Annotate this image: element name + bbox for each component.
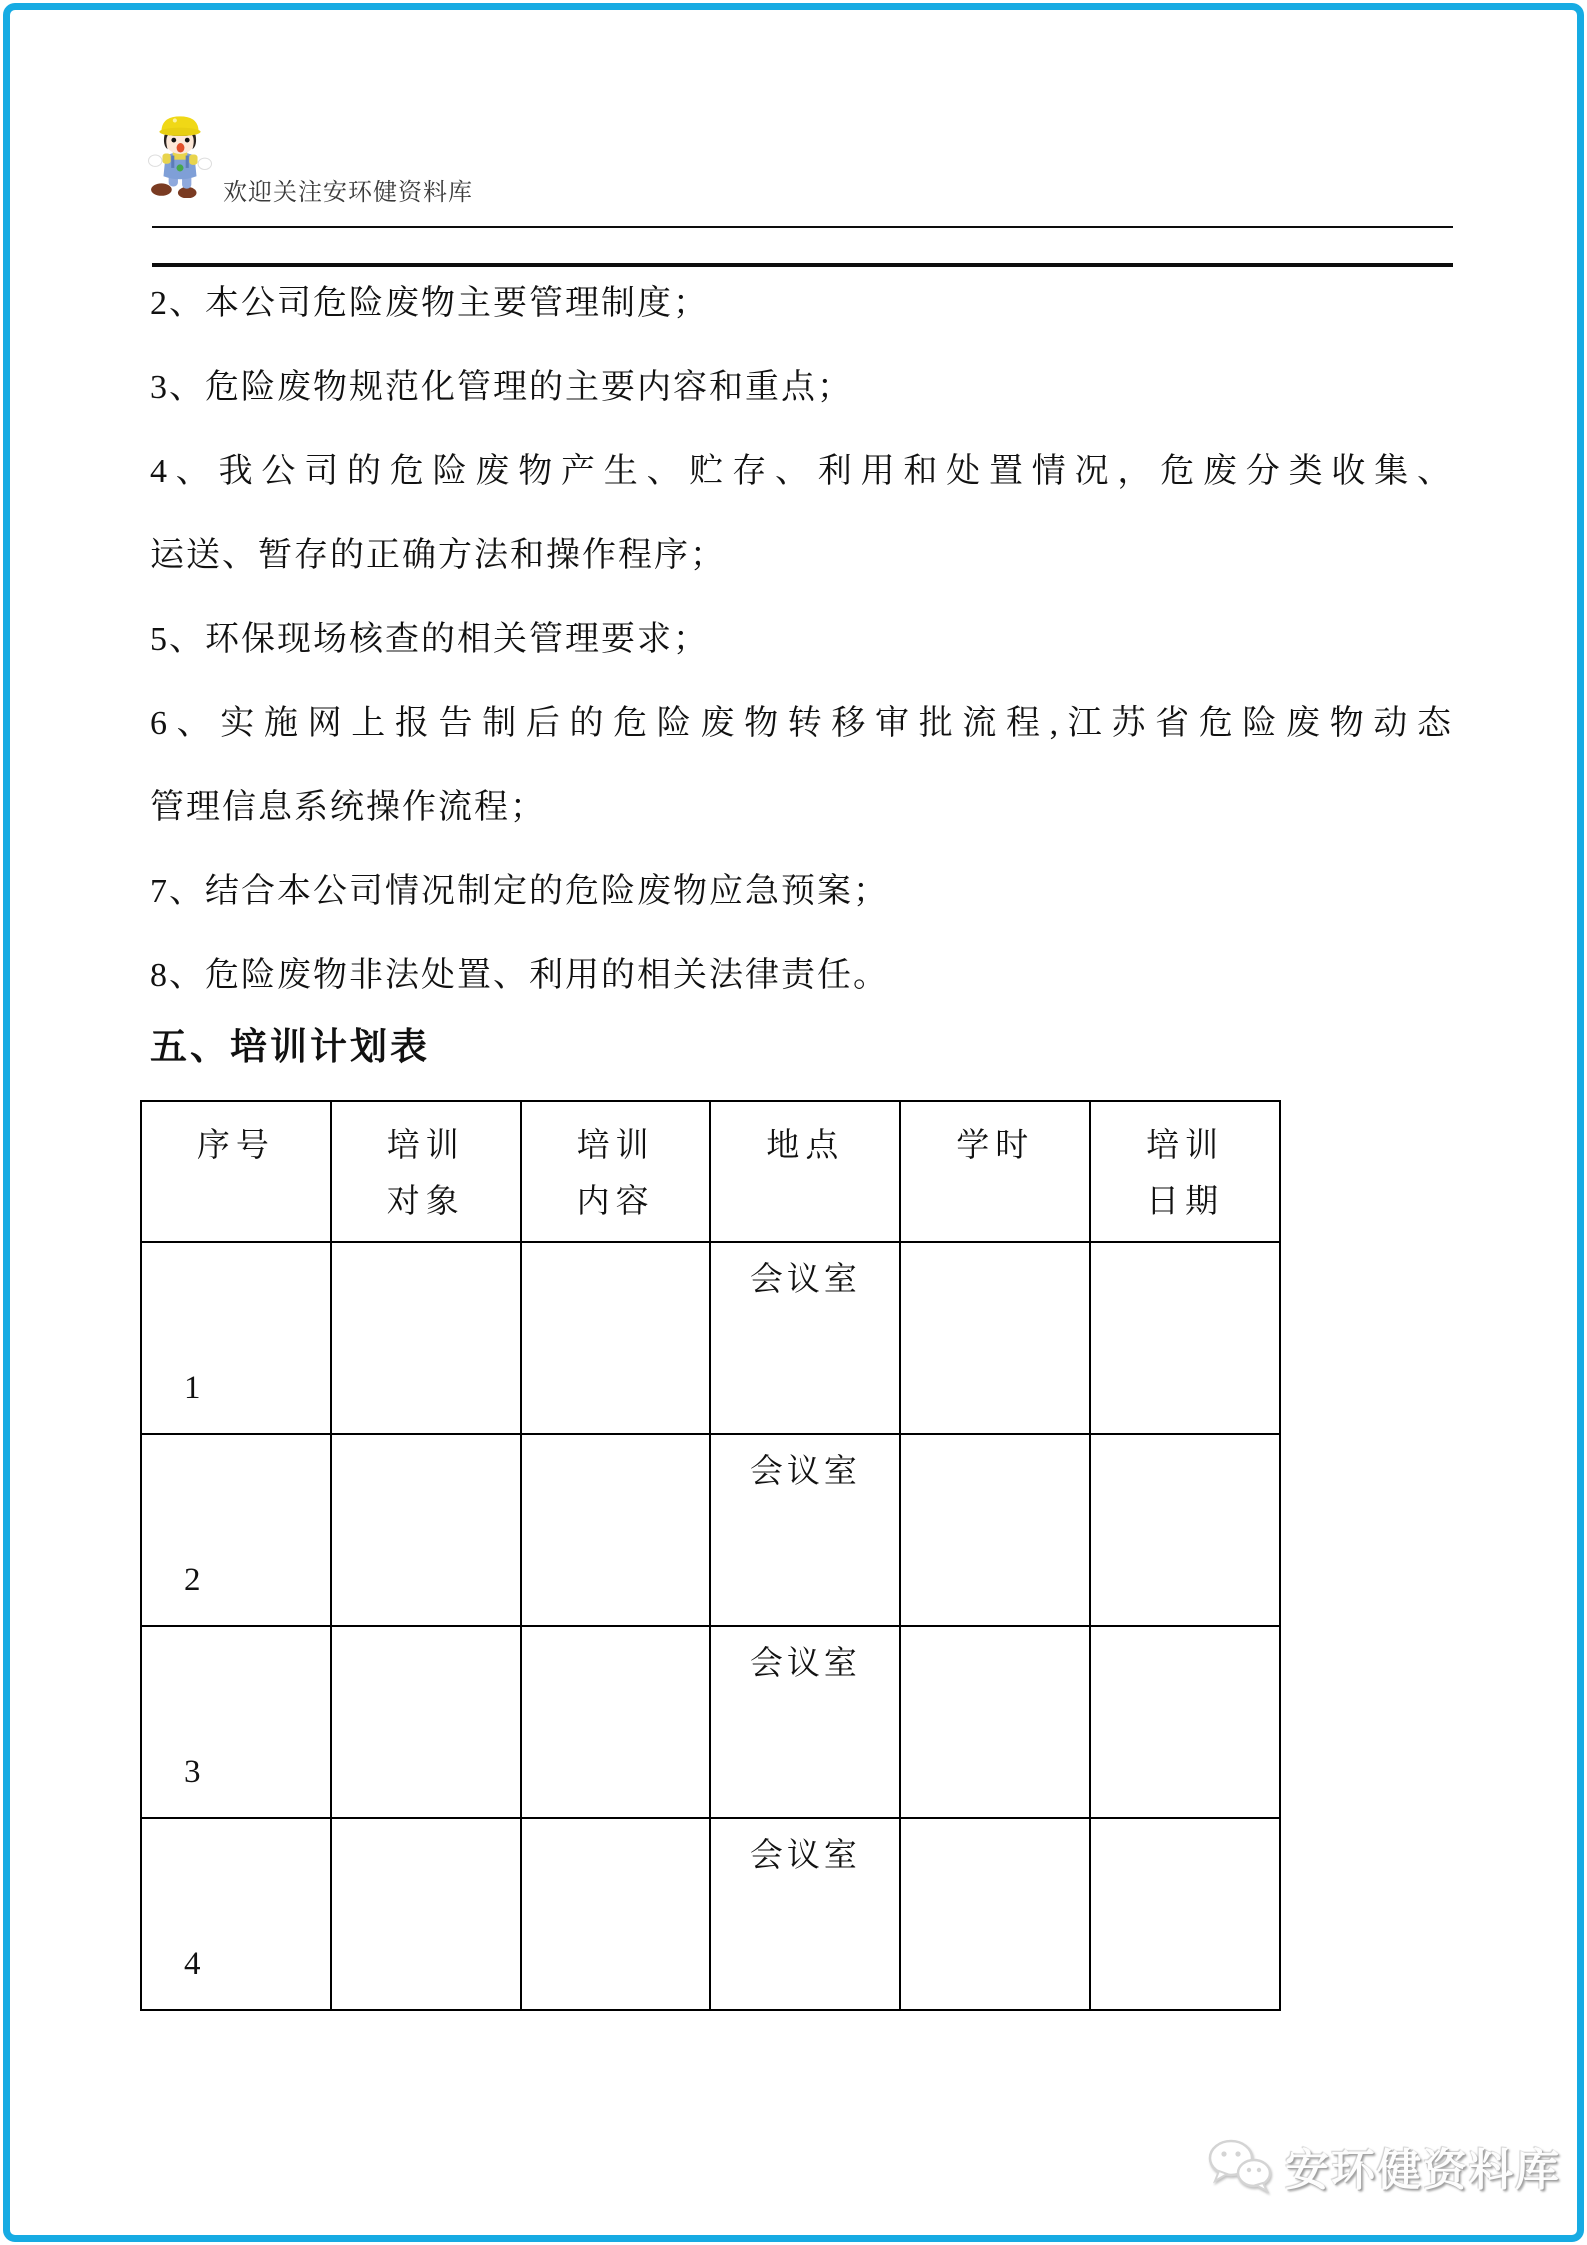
list-item-7: 7、结合本公司情况制定的危险废物应急预案；	[150, 873, 889, 910]
list-item-3: 3、危险废物规范化管理的主要内容和重点；	[150, 369, 853, 406]
list-item-2: 2、本公司危险废物主要管理制度；	[150, 285, 709, 322]
cell-location: 会议室	[710, 1434, 900, 1626]
table-header-row	[141, 1101, 1280, 1242]
cell-no: 1	[141, 1242, 331, 1434]
list-item-8: 8、危险废物非法处置、利用的相关法律责任。	[150, 957, 889, 994]
cell-content	[521, 1242, 711, 1434]
cell-location: 会议室	[710, 1626, 900, 1818]
col-header-no: 序号	[141, 1101, 331, 1242]
list-body	[150, 262, 1453, 1018]
cell-no: 4	[141, 1818, 331, 2010]
cell-date	[1090, 1626, 1280, 1818]
training-plan-table	[140, 1100, 1281, 2011]
cell-no: 3	[141, 1626, 331, 1818]
cell-hours	[900, 1818, 1090, 2010]
cell-target	[331, 1626, 521, 1818]
cell-content	[521, 1434, 711, 1626]
cell-hours	[900, 1242, 1090, 1434]
cell-location: 会议室	[710, 1818, 900, 2010]
footer-watermark	[1205, 2134, 1561, 2198]
list-item-6-line1: 6、实施网上报告制后的危险废物转移审批流程,江苏省危险废物动态	[150, 705, 1453, 742]
table-row	[141, 1626, 1280, 1818]
cell-date	[1090, 1434, 1280, 1626]
table-row	[141, 1818, 1280, 2010]
watermark-text: 安环健资料库	[1285, 2146, 1561, 2195]
list-item-4-line2: 运送、暂存的正确方法和操作程序；	[150, 537, 726, 574]
col-header-date: 培训 日期	[1090, 1101, 1280, 1242]
col-header-target: 培训 对象	[331, 1101, 521, 1242]
wechat-icon	[1205, 2137, 1275, 2195]
header-rule-thin	[152, 226, 1453, 228]
header-slogan: 欢迎关注安环健资料库	[223, 179, 473, 206]
cell-target	[331, 1242, 521, 1434]
col-header-content: 培训 内容	[521, 1101, 711, 1242]
list-item-5: 5、环保现场核查的相关管理要求；	[150, 621, 709, 658]
cell-target	[331, 1434, 521, 1626]
table-row	[141, 1434, 1280, 1626]
list-item-6-line2: 管理信息系统操作流程；	[150, 789, 546, 826]
cell-no: 2	[141, 1434, 331, 1626]
worker-mascot-icon	[148, 110, 212, 198]
cell-content	[521, 1626, 711, 1818]
cell-content	[521, 1818, 711, 2010]
table-row	[141, 1242, 1280, 1434]
section-title: 五、培训计划表	[150, 1027, 430, 1068]
cell-date	[1090, 1242, 1280, 1434]
col-header-location: 地点	[710, 1101, 900, 1242]
cell-date	[1090, 1818, 1280, 2010]
cell-target	[331, 1818, 521, 2010]
col-header-hours: 学时	[900, 1101, 1090, 1242]
cell-hours	[900, 1626, 1090, 1818]
cell-location: 会议室	[710, 1242, 900, 1434]
cell-hours	[900, 1434, 1090, 1626]
list-item-4-line1: 4、我公司的危险废物产生、贮存、利用和处置情况，危废分类收集、	[150, 453, 1453, 490]
